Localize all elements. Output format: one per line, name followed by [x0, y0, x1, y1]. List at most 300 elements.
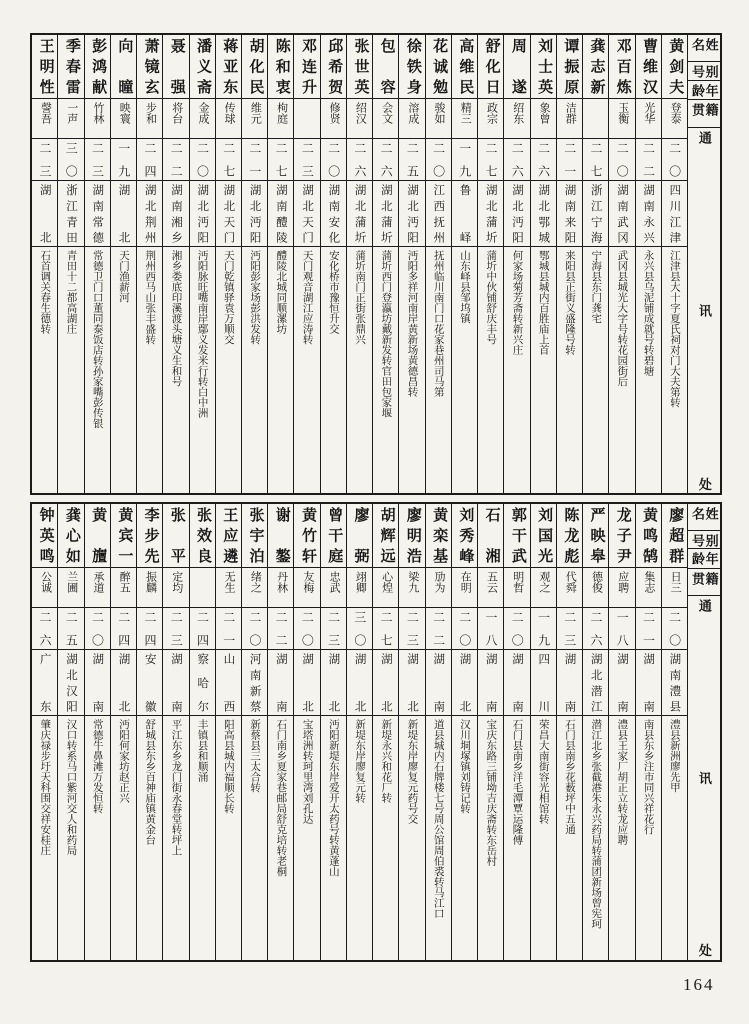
- entry-age: 二〇: [504, 608, 529, 650]
- entry-address: 常德卫门口董同泰饭店转孙家嘴彭传银: [91, 250, 103, 429]
- entry-native: 安徽: [137, 650, 162, 716]
- person-column: [84, 504, 110, 960]
- entry-address: 宝塔洲转珂里湾刘孔达: [301, 719, 313, 824]
- entry-age: 三〇: [347, 608, 372, 650]
- entry-alias: [190, 568, 215, 608]
- entry-address: 道县城内石牌楼七号周公馆周伯裘转马江口: [432, 719, 444, 919]
- entry-age: 二四: [137, 608, 162, 650]
- entry-native: 湖南来阳: [557, 181, 582, 247]
- entry-address: 天门渔薪河: [117, 250, 129, 303]
- person-column: [241, 504, 267, 960]
- entry-alias: 玉衡: [609, 99, 634, 139]
- entry-native: 湖北: [111, 650, 136, 716]
- entry-native: 湖南: [478, 650, 503, 716]
- entry-name: 龙子尹: [609, 504, 634, 568]
- entry-name: 聂强: [163, 35, 188, 99]
- entry-age: 二三: [85, 139, 110, 181]
- entry-native: 山西: [216, 650, 241, 716]
- entry-name: 陈和衷: [268, 35, 293, 99]
- entry-name: 黄鸣鹄: [636, 504, 661, 568]
- entry-age: 二一: [242, 139, 267, 181]
- entry-native: 湖南澧县: [662, 650, 687, 716]
- entry-address: 天门观音湖江应涛转: [301, 250, 313, 345]
- entry-address: 澧县新洲廖先甲: [668, 719, 680, 793]
- entry-alias: 绍汉: [347, 99, 372, 139]
- entry-name: 黄旜: [85, 504, 110, 568]
- person-column: [346, 504, 372, 960]
- person-column: [267, 504, 293, 960]
- person-column: [215, 35, 241, 493]
- entry-address: 永兴县乌泥铺成就号转碧塘: [642, 250, 654, 376]
- entry-native: 湖南: [85, 650, 110, 716]
- entry-name: 胡化民: [242, 35, 267, 99]
- entry-age: 二〇: [85, 608, 110, 650]
- header-column: [687, 504, 720, 960]
- entry-address: 何家场菊芳斋转新兴庄: [511, 250, 523, 355]
- person-column: [110, 35, 136, 493]
- person-column: [635, 35, 661, 493]
- entry-address: 新堤东岸廖复元药号交: [406, 719, 418, 824]
- header-address: 通讯处: [696, 599, 712, 957]
- entry-native: 湖南: [609, 650, 634, 716]
- entry-address: 湘乡娄底印溪渡头塘义生和号: [170, 250, 182, 387]
- entry-age: 一九: [531, 608, 556, 650]
- person-column: [451, 504, 477, 960]
- entry-address: 来阳县正街义盛隆号转: [563, 250, 575, 355]
- entry-age: 三〇: [58, 139, 83, 181]
- entry-name: 陈龙彪: [557, 504, 582, 568]
- entry-age: 二一: [216, 608, 241, 650]
- entry-address: 新堤永兴和花厂转: [380, 719, 392, 803]
- entry-age: 二〇: [294, 608, 319, 650]
- person-column: [530, 504, 556, 960]
- entry-name: 谭振原: [557, 35, 582, 99]
- entry-alias: 友梅: [294, 568, 319, 608]
- entry-address: 蒲圻西门登瀛坊戴新发转官田包家堰: [380, 250, 392, 418]
- person-column: [189, 504, 215, 960]
- person-column: [398, 35, 424, 493]
- entry-alias: 应聘: [609, 568, 634, 608]
- entry-name: 邱希贺: [321, 35, 346, 99]
- entry-alias: 承道: [85, 568, 110, 608]
- entry-native: 广东: [32, 650, 57, 716]
- entry-native: 湖北蒲圻: [347, 181, 372, 247]
- person-column: [556, 504, 582, 960]
- entry-native: 湖北天门: [294, 181, 319, 247]
- entry-address: 石门县南乡花薮坪中五通: [563, 719, 575, 835]
- entry-name: 龚志新: [583, 35, 608, 99]
- person-column: [608, 35, 634, 493]
- entry-alias: 忠武: [321, 568, 346, 608]
- entry-name: 刘国光: [531, 504, 556, 568]
- person-column: [136, 35, 162, 493]
- person-column: [398, 504, 424, 960]
- entry-name: 张世英: [347, 35, 372, 99]
- entry-native: 湖北: [399, 650, 424, 716]
- entry-alias: 劢为: [426, 568, 451, 608]
- entry-native: 湖北: [347, 650, 372, 716]
- entry-native: 湖南武冈: [609, 181, 634, 247]
- person-column: [215, 504, 241, 960]
- entry-native: 湖南醴陵: [268, 181, 293, 247]
- entry-age: 二六: [504, 139, 529, 181]
- entry-name: 邓百炼: [609, 35, 634, 99]
- person-column: [661, 35, 687, 493]
- entry-alias: 无生: [216, 568, 241, 608]
- entry-alias: 代舜: [557, 568, 582, 608]
- entry-alias: 洁群: [557, 99, 582, 139]
- entry-name: 徐铁身: [399, 35, 424, 99]
- directory-table-top: [30, 33, 722, 495]
- entry-name: 舒化日: [478, 35, 503, 99]
- entry-age: 二二: [163, 139, 188, 181]
- entry-name: 曹维汉: [636, 35, 661, 99]
- entry-name: 石湘: [478, 504, 503, 568]
- entry-age: 二二: [268, 608, 293, 650]
- entry-name: 钟英鸣: [32, 504, 57, 568]
- entry-name: 郭干武: [504, 504, 529, 568]
- entry-address: 潜江北乡张截港朱永兴药局转蒲团新场曾宪珂: [590, 719, 602, 929]
- entry-name: 季春雷: [58, 35, 83, 99]
- entry-alias: 竹林: [85, 99, 110, 139]
- entry-alias: 象曾: [531, 99, 556, 139]
- entry-address: 荣昌大南街容光相馆转: [537, 719, 549, 824]
- entry-name: 花诚勉: [426, 35, 451, 99]
- entry-address: 蒲圻南门正街张鼎兴: [354, 250, 366, 345]
- entry-native: 湖北天门: [216, 181, 241, 247]
- entry-native: 浙江宁海: [583, 181, 608, 247]
- entry-alias: 会文: [373, 99, 398, 139]
- entry-name: 包容: [373, 35, 398, 99]
- entry-alias: 振麟: [137, 568, 162, 608]
- entry-address: 醴陵北城同顺漯坊: [275, 250, 287, 334]
- entry-alias: 骏如: [426, 99, 451, 139]
- header-name: 姓名: [688, 504, 720, 531]
- entry-native: 江西抚州: [426, 181, 451, 247]
- entry-age: 二六: [347, 139, 372, 181]
- entry-age: 二六: [583, 608, 608, 650]
- entry-alias: 梁九: [399, 568, 424, 608]
- person-column: [293, 35, 319, 493]
- entry-alias: 公诚: [32, 568, 57, 608]
- entry-alias: 修贤: [321, 99, 346, 139]
- person-column: [346, 35, 372, 493]
- entry-alias: 传球: [216, 99, 241, 139]
- entry-name: 向曈: [111, 35, 136, 99]
- header-native: 籍贯: [688, 569, 720, 597]
- entry-address: 新堤东岸廖复元转: [354, 719, 366, 803]
- entry-native: 四川: [531, 650, 556, 716]
- entry-age: 二〇: [426, 139, 451, 181]
- entry-address: 武冈县城光大字号转花园街后: [616, 250, 628, 387]
- entry-age: 二三: [399, 608, 424, 650]
- page-number: 164: [683, 975, 715, 994]
- entry-alias: 心煌: [373, 568, 398, 608]
- entry-age: 二五: [58, 608, 83, 650]
- person-column: [241, 35, 267, 493]
- entry-alias: 一声: [58, 99, 83, 139]
- person-column: [267, 35, 293, 493]
- entry-alias: 丹林: [268, 568, 293, 608]
- entry-native: 湖北: [452, 650, 477, 716]
- entry-name: 严映皋: [583, 504, 608, 568]
- person-column: [320, 504, 346, 960]
- entry-native: 湖南: [636, 650, 661, 716]
- entry-native: 湖北: [373, 650, 398, 716]
- entry-address: 山东峄县邹坞镇: [459, 250, 471, 324]
- entry-age: 二〇: [190, 139, 215, 181]
- entry-age: 一八: [478, 608, 503, 650]
- entry-address: 蒲圻中伙铺舒庆丰号: [485, 250, 497, 345]
- entry-alias: [583, 99, 608, 139]
- entry-alias: 精三: [452, 99, 477, 139]
- entry-native: 湖南安化: [321, 181, 346, 247]
- entry-age: 二〇: [452, 608, 477, 650]
- entry-native: 湖南永兴: [636, 181, 661, 247]
- entry-native: 湖北: [294, 650, 319, 716]
- entry-address: 宝庆东路三铺坳吉庆斋转东岳村: [485, 719, 497, 866]
- directory-table-bottom: [30, 502, 722, 962]
- entry-address: 肇庆禄步圩天科围交祥安桂庄: [39, 719, 51, 856]
- entry-age: 二二: [426, 608, 451, 650]
- entry-alias: 翊卿: [347, 568, 372, 608]
- entry-address: 荆州西马山张丰盛转: [144, 250, 156, 345]
- person-column: [556, 35, 582, 493]
- entry-address: 江津县大十字夏氏祠对门大夫第转: [668, 250, 680, 408]
- entry-age: 二一: [557, 139, 582, 181]
- entry-native: 察哈尔: [190, 650, 215, 716]
- entry-name: 萧镜玄: [137, 35, 162, 99]
- entry-name: 刘士英: [531, 35, 556, 99]
- entry-age: 二七: [583, 139, 608, 181]
- entry-age: 二六: [373, 139, 398, 181]
- entry-native: 湖北汉阳: [58, 650, 83, 716]
- entry-native: 湖南: [426, 650, 451, 716]
- entry-name: 高维民: [452, 35, 477, 99]
- entry-age: 二〇: [609, 139, 634, 181]
- entry-address: 青田十二都高湖庄: [65, 250, 77, 334]
- entry-age: 一九: [452, 139, 477, 181]
- entry-age: 二三: [557, 608, 582, 650]
- entry-address: 常德牛鼻滩万发恒转: [91, 719, 103, 814]
- entry-native: 湖南: [268, 650, 293, 716]
- person-column: [451, 35, 477, 493]
- person-column: [530, 35, 556, 493]
- entry-alias: 五云: [478, 568, 503, 608]
- entry-native: 湖南: [557, 650, 582, 716]
- entry-address: 天门乾镇驿袁万顺交: [222, 250, 234, 345]
- entry-age: 二三: [32, 139, 57, 181]
- entry-age: 二二: [636, 139, 661, 181]
- entry-address: 沔阳多祥河南岸黄新场黄德昌转: [406, 250, 418, 397]
- entry-address: 石门县南乡洋毛潭覃运隆傅: [511, 719, 523, 845]
- entry-native: 湖南: [504, 650, 529, 716]
- entry-alias: 醉五: [111, 568, 136, 608]
- header-column: [687, 35, 720, 493]
- entry-native: 湖北沔阳: [504, 181, 529, 247]
- entry-name: 谢鏊: [268, 504, 293, 568]
- entry-native: 四川江津: [662, 181, 687, 247]
- entry-age: 一八: [609, 608, 634, 650]
- entry-name: 黄剑夫: [662, 35, 687, 99]
- person-column: [425, 35, 451, 493]
- entry-age: 二七: [373, 608, 398, 650]
- header-age: 年龄: [688, 549, 720, 568]
- entry-native: 湖南: [163, 650, 188, 716]
- entry-age: 二〇: [321, 139, 346, 181]
- person-column: [582, 504, 608, 960]
- entry-alias: 德俊: [583, 568, 608, 608]
- entry-address: 石首调关春生德转: [39, 250, 51, 334]
- entry-native: 湖北蒲圻: [373, 181, 398, 247]
- entry-name: 廖超群: [662, 504, 687, 568]
- entry-native: 鲁峄: [452, 181, 477, 247]
- entry-alias: 枸庭: [268, 99, 293, 139]
- entry-alias: 维元: [242, 99, 267, 139]
- entry-address: 石门南乡夏家巷邮局舒克培转老桐: [275, 719, 287, 877]
- entry-native: 湖北: [32, 181, 57, 247]
- entry-name: 黄竹轩: [294, 504, 319, 568]
- entry-alias: 定均: [163, 568, 188, 608]
- person-column: [503, 504, 529, 960]
- entry-native: 湖北蒲圻: [478, 181, 503, 247]
- entry-alias: 謦吾: [32, 99, 57, 139]
- entry-name: 彭鸿献: [85, 35, 110, 99]
- entry-age: 二五: [399, 139, 424, 181]
- entry-address: 阳高县城内福顺长转: [222, 719, 234, 814]
- person-column: [162, 35, 188, 493]
- person-column: [110, 504, 136, 960]
- entry-native: 湖北沔阳: [190, 181, 215, 247]
- person-column: [477, 504, 503, 960]
- entry-address: 鄂城县城内百胜庙上首: [537, 250, 549, 355]
- entry-alias: 观之: [531, 568, 556, 608]
- person-column: [503, 35, 529, 493]
- entry-alias: 明哲: [504, 568, 529, 608]
- entry-native: 湖北鄂城: [531, 181, 556, 247]
- entry-address: 南县东乡注市同兴祥花行: [642, 719, 654, 835]
- entry-address: 丰镇县和顺涌: [196, 719, 208, 782]
- entry-name: 曾干庭: [321, 504, 346, 568]
- entry-age: 二六: [531, 139, 556, 181]
- entry-name: 李步先: [137, 504, 162, 568]
- person-column: [372, 35, 398, 493]
- entry-alias: 金成: [190, 99, 215, 139]
- entry-address: 沔阳彭家场彭洪发转: [249, 250, 261, 345]
- entry-address: 沔阳何家坊赵正兴: [117, 719, 129, 803]
- person-column: [57, 504, 83, 960]
- entry-address: 安化桥市豫恒升交: [327, 250, 339, 334]
- entry-name: 张平: [163, 504, 188, 568]
- entry-name: 黄栾基: [426, 504, 451, 568]
- entry-address: 汉口转系马口紫河交人和药局: [65, 719, 77, 856]
- entry-alias: 映寰: [111, 99, 136, 139]
- person-column: [608, 504, 634, 960]
- entry-alias: 集志: [636, 568, 661, 608]
- entry-name: 王应遴: [216, 504, 241, 568]
- entry-name: 蒋亚东: [216, 35, 241, 99]
- entry-age: 二四: [111, 608, 136, 650]
- entry-name: 邓连升: [294, 35, 319, 99]
- entry-name: 张效良: [190, 504, 215, 568]
- person-column: [84, 35, 110, 493]
- entry-alias: 登泰: [662, 99, 687, 139]
- person-column: [162, 504, 188, 960]
- header-alias: 别号: [688, 531, 720, 550]
- entry-alias: 绪之: [242, 568, 267, 608]
- entry-name: 刘秀峰: [452, 504, 477, 568]
- entry-address: 汉川垌塚镇刘铸记转: [459, 719, 471, 814]
- header-name: 姓名: [688, 35, 720, 62]
- entry-age: 二七: [268, 139, 293, 181]
- entry-age: 二七: [478, 139, 503, 181]
- entry-name: 潘义斋: [190, 35, 215, 99]
- entry-alias: 步和: [137, 99, 162, 139]
- entry-name: 胡辉远: [373, 504, 398, 568]
- entry-native: 浙江青田: [58, 181, 83, 247]
- entry-native: 湖南湘乡: [163, 181, 188, 247]
- person-column: [189, 35, 215, 493]
- entry-age: 二三: [163, 608, 188, 650]
- entry-native: 湖北潜江: [583, 650, 608, 716]
- entry-address: 平江东乡龙门街永春堂转坪上: [170, 719, 182, 856]
- person-column: [425, 504, 451, 960]
- person-column: [136, 504, 162, 960]
- entry-age: 二〇: [662, 608, 687, 650]
- entry-address: 澧县王家厂胡正立转龙应聘: [616, 719, 628, 845]
- header-native: 籍贯: [688, 100, 720, 128]
- header-alias: 别号: [688, 62, 720, 81]
- entry-address: 新蔡县三太合转: [249, 719, 261, 793]
- entry-age: 二四: [190, 608, 215, 650]
- entry-alias: 在明: [452, 568, 477, 608]
- entry-alias: 政宗: [478, 99, 503, 139]
- entry-name: 周遂: [504, 35, 529, 99]
- entry-alias: 日三: [662, 568, 687, 608]
- entry-alias: [294, 99, 319, 139]
- entry-age: 二一: [636, 608, 661, 650]
- person-column: [57, 35, 83, 493]
- header-age: 年龄: [688, 81, 720, 100]
- person-column: [372, 504, 398, 960]
- entry-native: 河南新蔡: [242, 650, 267, 716]
- entry-age: 二六: [32, 608, 57, 650]
- person-column: [320, 35, 346, 493]
- entry-address: 沔阳脉旺嘴南岸鄢义发米行转白中洲: [196, 250, 208, 418]
- entry-native: 湖南常德: [85, 181, 110, 247]
- person-column: [32, 504, 57, 960]
- entry-address: 宁海县东门龚宅: [590, 250, 602, 324]
- entry-alias: 光华: [636, 99, 661, 139]
- person-column: [635, 504, 661, 960]
- entry-alias: 将台: [163, 99, 188, 139]
- entry-native: 湖北: [321, 650, 346, 716]
- entry-age: 二四: [137, 139, 162, 181]
- entry-alias: 绍东: [504, 99, 529, 139]
- entry-age: 二三: [321, 608, 346, 650]
- person-column: [477, 35, 503, 493]
- entry-name: 黄宾一: [111, 504, 136, 568]
- entry-native: 湖北荆州: [137, 181, 162, 247]
- person-column: [582, 35, 608, 493]
- entry-name: 王明性: [32, 35, 57, 99]
- entry-name: 廖明浩: [399, 504, 424, 568]
- entry-alias: 溶成: [399, 99, 424, 139]
- entry-native: 湖北: [111, 181, 136, 247]
- entry-name: 廖弼: [347, 504, 372, 568]
- entry-age: 二〇: [662, 139, 687, 181]
- entry-address: 沔阳新堤东岸爱开太药号转黄蓬山: [327, 719, 339, 877]
